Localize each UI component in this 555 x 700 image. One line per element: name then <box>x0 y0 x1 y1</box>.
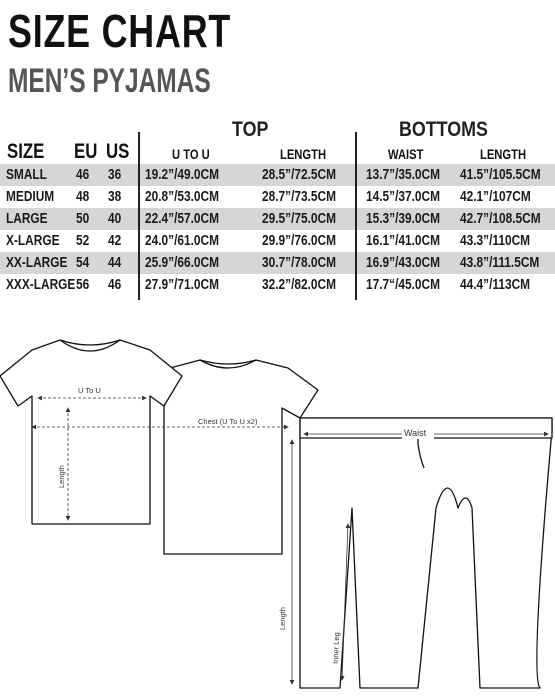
cell-bottom-length: 41.5”/105.5CM <box>460 167 541 183</box>
cell-us: 36 <box>108 167 122 183</box>
col-header-top-length: LENGTH <box>280 146 327 162</box>
col-header-bottom-length: LENGTH <box>480 146 527 162</box>
cell-waist: 17.7“/45.0CM <box>366 277 441 293</box>
tshirt-back-outline <box>164 360 318 554</box>
inner-leg-label: Inner Leg <box>331 632 342 665</box>
column-divider <box>138 132 140 300</box>
cell-us: 38 <box>108 189 122 205</box>
cell-eu: 56 <box>76 277 90 293</box>
cell-us: 42 <box>108 233 122 249</box>
cell-u-to-u: 25.9”/66.0CM <box>145 255 220 271</box>
cell-size: X-LARGE <box>6 233 60 249</box>
cell-size: XX-LARGE <box>6 255 68 271</box>
cell-size: MEDIUM <box>6 189 55 205</box>
cell-eu: 54 <box>76 255 90 271</box>
cell-size: LARGE <box>6 211 48 227</box>
cell-top-length: 32.2”/82.0CM <box>262 277 337 293</box>
bottom-length-label: Length <box>278 607 287 630</box>
cell-u-to-u: 20.8”/53.0CM <box>145 189 220 205</box>
tshirt-front-outline <box>0 340 182 524</box>
cell-eu: 48 <box>76 189 90 205</box>
cell-top-length: 28.5”/72.5CM <box>262 167 337 183</box>
col-header-size: SIZE <box>7 140 45 163</box>
cell-top-length: 29.9”/76.0CM <box>262 233 337 249</box>
waist-label: Waist <box>404 428 427 438</box>
cell-waist: 15.3”/39.0CM <box>366 211 441 227</box>
col-header-eu: EU <box>74 140 98 163</box>
cell-us: 46 <box>108 277 122 293</box>
cell-top-length: 28.7”/73.5CM <box>262 189 337 205</box>
cell-waist: 16.1”/41.0CM <box>366 233 441 249</box>
group-header-top: TOP <box>232 118 269 141</box>
cell-eu: 46 <box>76 167 90 183</box>
cell-waist: 14.5”/37.0CM <box>366 189 441 205</box>
cell-bottom-length: 44.4”/113CM <box>460 277 531 293</box>
cell-bottom-length: 42.1”/107CM <box>460 189 531 205</box>
top-length-label: Length <box>57 465 66 488</box>
measurement-diagram <box>0 318 555 700</box>
col-header-us: US <box>106 140 130 163</box>
cell-size: XXX-LARGE <box>6 277 76 293</box>
cell-bottom-length: 43.3”/110CM <box>460 233 531 249</box>
col-header-u-to-u: U TO U <box>172 146 210 162</box>
cell-u-to-u: 24.0”/61.0CM <box>145 233 220 249</box>
column-divider <box>355 132 357 300</box>
chart-title: SIZE CHART <box>8 5 232 57</box>
cell-waist: 13.7”/35.0CM <box>366 167 441 183</box>
cell-us: 44 <box>108 255 122 271</box>
col-header-waist: WAIST <box>388 146 424 162</box>
cell-u-to-u: 22.4”/57.0CM <box>145 211 220 227</box>
cell-eu: 50 <box>76 211 90 227</box>
chart-subtitle: MEN’S PYJAMAS <box>8 62 211 100</box>
u-to-u-label: U To U <box>78 386 101 395</box>
cell-u-to-u: 19.2”/49.0CM <box>145 167 220 183</box>
cell-top-length: 29.5”/75.0CM <box>262 211 337 227</box>
cell-bottom-length: 43.8”/111.5CM <box>460 255 540 271</box>
group-header-bottoms: BOTTOMS <box>399 118 488 141</box>
cell-us: 40 <box>108 211 122 227</box>
cell-waist: 16.9”/43.0CM <box>366 255 441 271</box>
cell-bottom-length: 42.7”/108.5CM <box>460 211 541 227</box>
cell-top-length: 30.7”/78.0CM <box>262 255 337 271</box>
chest-label: Chest (U To U x2) <box>198 417 258 426</box>
cell-u-to-u: 27.9”/71.0CM <box>145 277 220 293</box>
cell-eu: 52 <box>76 233 90 249</box>
cell-size: SMALL <box>6 167 47 183</box>
